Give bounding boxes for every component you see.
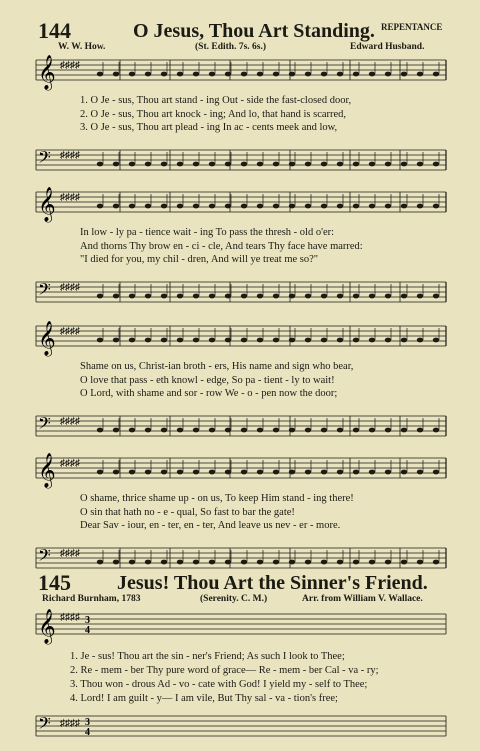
lyric-line: Dear Sav - iour, en - ter, en - ter, And leave us nev - er - more. <box>80 520 341 531</box>
lyric-line: 1. Je - sus! Thou art the sin - ner's Friend; As such I look to Thee; <box>70 651 345 662</box>
svg-text:♯♯♯♯: ♯♯♯♯ <box>60 718 80 729</box>
svg-text:𝄞: 𝄞 <box>38 454 56 487</box>
svg-text:♯♯♯♯: ♯♯♯♯ <box>60 458 80 469</box>
hymn-author: Richard Burnham, 1783 <box>42 594 141 604</box>
hymn-tune: (St. Edith. 7s. 6s.) <box>195 42 266 52</box>
lyric-line: 4. Lord! I am guilt - y— I am vile, But Thy sal - va - tion's free; <box>70 693 338 704</box>
bass-staff <box>0 142 480 182</box>
svg-text:3: 3 <box>85 615 90 626</box>
hymn-tune: (Serenity. C. M.) <box>200 594 268 604</box>
treble-staff <box>0 450 480 490</box>
svg-text:𝄞: 𝄞 <box>38 56 56 89</box>
svg-text:♯♯♯♯: ♯♯♯♯ <box>60 416 80 427</box>
lyric-line: 2. O Je - sus, Thou art knock - ing; And lo, that hand is scarred, <box>80 108 347 120</box>
treble-staff <box>0 606 480 646</box>
hymn-number: 144 <box>38 18 71 43</box>
treble-staff <box>0 184 480 224</box>
bass-clef-icon: 𝄢 <box>38 715 51 737</box>
treble-clef-icon: 𝄞 <box>38 610 56 643</box>
svg-text:𝄞: 𝄞 <box>38 188 56 221</box>
hymn-title: Jesus! Thou Art the Sinner's Friend. <box>117 572 428 594</box>
hymn-title: O Jesus, Thou Art Standing. <box>133 20 375 42</box>
lyric-line: 2. Re - mem - ber Thy pure word of grace— Re - mem - ber Cal - va - ry; <box>70 665 379 676</box>
lyric-line: 3. Thou won - drous Ad - vo - cate with God! I yield my - self to Thee; <box>70 679 368 690</box>
hymn-author: W. W. How. <box>58 42 106 52</box>
svg-text:♯♯♯♯: ♯♯♯♯ <box>60 192 80 203</box>
svg-text:𝄢: 𝄢 <box>38 415 51 437</box>
svg-text:♯♯♯♯: ♯♯♯♯ <box>60 326 80 337</box>
lyric-line: O love that pass - eth knowl - edge, So pa - tient - ly to wait! <box>80 374 335 386</box>
hymn-number: 145 <box>38 570 71 595</box>
svg-text:𝄢: 𝄢 <box>38 547 51 569</box>
svg-text:♯♯♯♯: ♯♯♯♯ <box>60 60 80 71</box>
hymn-category: REPENTANCE <box>381 22 443 32</box>
treble-staff <box>0 318 480 358</box>
lyric-line: And thorns Thy brow en - ci - cle, And tears Thy face have marred: <box>80 240 363 252</box>
svg-text:4: 4 <box>85 727 90 738</box>
svg-text:♯♯♯♯: ♯♯♯♯ <box>60 150 80 161</box>
lyric-line: O sin that hath no - e - qual, So fast to bar the gate! <box>80 506 295 518</box>
bass-staff <box>0 274 480 314</box>
lyric-line: "I died for you, my chil - dren, And will ye treat me so?" <box>80 254 319 265</box>
lyric-line: 3. O Je - sus, Thou art plead - ing In ac - cents meek and low, <box>80 122 338 133</box>
hymn-composer: Arr. from William V. Wallace. <box>302 594 423 604</box>
bass-staff <box>0 408 480 448</box>
lyric-line: O shame, thrice shame up - on us, To keep Him stand - ing there! <box>80 493 354 504</box>
lyric-line: Shame on us, Christ-ian broth - ers, His name and sign who bear, <box>80 361 354 372</box>
svg-text:𝄢: 𝄢 <box>38 149 51 171</box>
lyric-line: 1. O Je - sus, Thou art stand - ing Out - side the fast-closed door, <box>80 95 352 106</box>
svg-text:♯♯♯♯: ♯♯♯♯ <box>60 612 80 623</box>
svg-text:𝄞: 𝄞 <box>38 322 56 355</box>
hymn-composer: Edward Husband. <box>350 42 425 52</box>
treble-staff <box>0 52 480 92</box>
svg-text:♯♯♯♯: ♯♯♯♯ <box>60 548 80 559</box>
bass-staff <box>0 708 480 748</box>
svg-text:4: 4 <box>85 625 90 636</box>
svg-text:𝄢: 𝄢 <box>38 281 51 303</box>
lyric-line: In low - ly pa - tience wait - ing To pass the thresh - old o'er: <box>80 227 335 238</box>
svg-text:3: 3 <box>85 717 90 728</box>
lyric-line: O Lord, with shame and sor - row We - o - pen now the door; <box>80 388 338 399</box>
svg-text:♯♯♯♯: ♯♯♯♯ <box>60 282 80 293</box>
